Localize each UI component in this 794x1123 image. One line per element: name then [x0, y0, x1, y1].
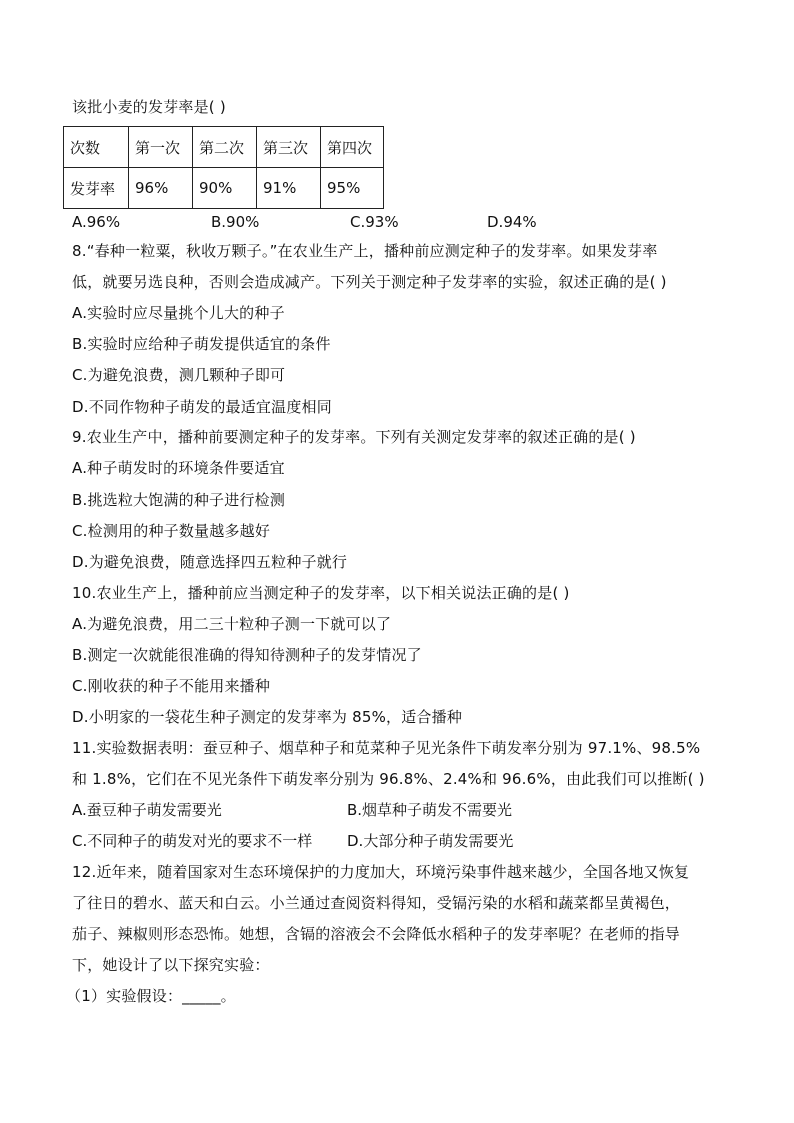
table-header-cell: 第三次 — [257, 127, 321, 168]
q7-option-b: B.90% — [211, 213, 260, 231]
q11-stem-line-1: 11.实验数据表明：蚕豆种子、烟草种子和苋菜种子见光条件下萌发率分别为 97.1%、98.5% — [72, 739, 701, 757]
table-row — [64, 127, 384, 168]
q8-option-d: D.不同作物种子萌发的最适宜温度相同 — [72, 398, 332, 416]
q12-sub-question-1: （1）实验假设：_____。 — [66, 987, 236, 1005]
q9-option-c: C.检测用的种子数量越多越好 — [72, 522, 271, 540]
q7-option-c: C.93% — [350, 213, 399, 231]
q8-stem-line-2: 低，就要另选良种，否则会造成减产。下列关于测定种子发芽率的实验，叙述正确的是( ) — [72, 273, 667, 291]
q10-option-d: D.小明家的一袋花生种子测定的发芽率为 85%，适合播种 — [72, 708, 463, 726]
q11-option-b: B.烟草种子萌发不需要光 — [347, 801, 513, 819]
table-cell: 发芽率 — [64, 168, 129, 209]
q9-stem: 9.农业生产中，播种前要测定种子的发芽率。下列有关测定发芽率的叙述正确的是( ) — [72, 428, 636, 446]
q10-option-a: A.为避免浪费，用二三十粒种子测一下就可以了 — [72, 615, 392, 633]
q9-option-b: B.挑选粒大饱满的种子进行检测 — [72, 491, 286, 509]
table-cell: 96% — [129, 168, 193, 209]
table-header-cell: 第一次 — [129, 127, 193, 168]
table-header-cell: 第二次 — [193, 127, 257, 168]
table-header-cell: 次数 — [64, 127, 129, 168]
q8-option-c: C.为避免浪费，测几颗种子即可 — [72, 366, 286, 384]
q7-option-d: D.94% — [487, 213, 537, 231]
q11-option-c: C.不同种子的萌发对光的要求不一样 — [72, 832, 313, 850]
table-cell: 95% — [321, 168, 384, 209]
q12-stem-line-4: 下，她设计了以下探究实验： — [72, 956, 270, 974]
table-cell: 91% — [257, 168, 321, 209]
table-header-cell: 第四次 — [321, 127, 384, 168]
q9-option-d: D.为避免浪费，随意选择四五粒种子就行 — [72, 553, 348, 571]
table-row — [64, 168, 384, 209]
q7-stem: 该批小麦的发芽率是( ) — [72, 98, 226, 116]
q10-stem: 10.农业生产上，播种前应当测定种子的发芽率，以下相关说法正确的是( ) — [72, 584, 570, 602]
q12-stem-line-1: 12.近年来，随着国家对生态环境保护的力度加大，环境污染事件越来越少，全国各地又恢复 — [72, 863, 690, 881]
q10-option-b: B.测定一次就能很准确的得知待测种子的发芽情况了 — [72, 646, 422, 664]
q7-option-a: A.96% — [72, 213, 121, 231]
q8-stem-line-1: 8.“春种一粒粟，秋收万颗子。”在农业生产上，播种前应测定种子的发芽率。如果发芽率 — [72, 242, 658, 260]
q11-option-a: A.蚕豆种子萌发需要光 — [72, 801, 222, 819]
q9-option-a: A.种子萌发时的环境条件要适宜 — [72, 459, 285, 477]
table-cell: 90% — [193, 168, 257, 209]
q10-option-c: C.刚收获的种子不能用来播种 — [72, 677, 271, 695]
q8-option-b: B.实验时应给种子萌发提供适宜的条件 — [72, 335, 331, 353]
q12-stem-line-3: 茄子、辣椒则形态恐怖。她想，含镉的溶液会不会降低水稻种子的发芽率呢？在老师的指导 — [72, 925, 681, 943]
q12-stem-line-2: 了往日的碧水、蓝天和白云。小兰通过查阅资料得知，受镉污染的水稻和蔬菜都呈黄褐色， — [72, 894, 681, 912]
q8-option-a: A.实验时应尽量挑个儿大的种子 — [72, 304, 285, 322]
germination-rate-table — [63, 126, 384, 209]
q11-stem-line-2: 和 1.8%，它们在不见光条件下萌发率分别为 96.8%、2.4%和 96.6%，由此我们可以推断( ) — [72, 770, 705, 788]
q11-option-d: D.大部分种子萌发需要光 — [347, 832, 514, 850]
